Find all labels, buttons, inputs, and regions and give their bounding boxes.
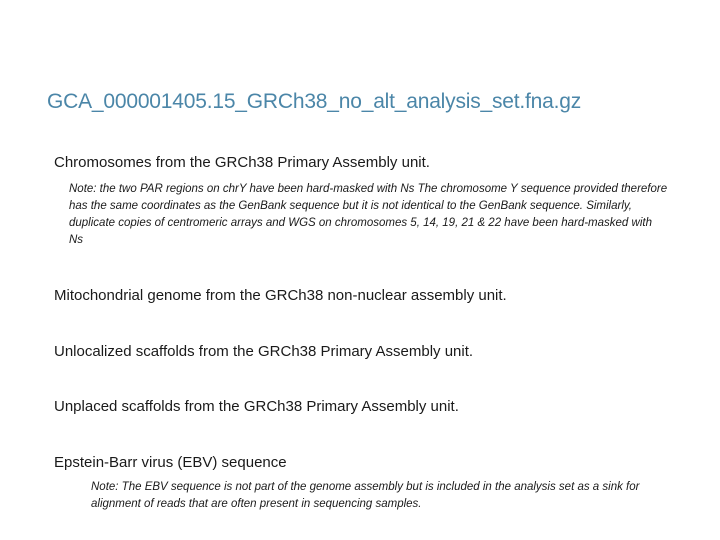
bullet-mitochondrial: Mitochondrial genome from the GRCh38 non-nuclear assembly unit. xyxy=(54,287,507,304)
bullet-unplaced: Unplaced scaffolds from the GRCh38 Primary Assembly unit. xyxy=(54,398,459,415)
note-ebv: Note: The EBV sequence is not part of the genome assembly but is included in the analysis set as a sink for alignment of reads that are often present in sequencing samples. xyxy=(91,481,640,510)
bullet-unlocalized: Unlocalized scaffolds from the GRCh38 Primary Assembly unit. xyxy=(54,343,474,360)
bullet-chromosomes: Chromosomes from the GRCh38 Primary Assembly unit. xyxy=(54,154,430,171)
slide-title: GCA_000001405.15_GRCh38_no_alt_analysis_set.fna.gz xyxy=(47,90,582,113)
note-chromosomes: Note: the two PAR regions on chrY have been hard-masked with Ns The chromosome Y sequence provided therefore has the same coordinates as the GenBank sequence but it is not identical to the GenBank sequence. Similarly, duplicate copies of centromeric arrays and WGS on chromosomes 5, 14, 19, 21 & 22 have been hard-masked with Ns xyxy=(69,183,668,246)
bullet-ebv: Epstein-Barr virus (EBV) sequence xyxy=(54,454,287,471)
